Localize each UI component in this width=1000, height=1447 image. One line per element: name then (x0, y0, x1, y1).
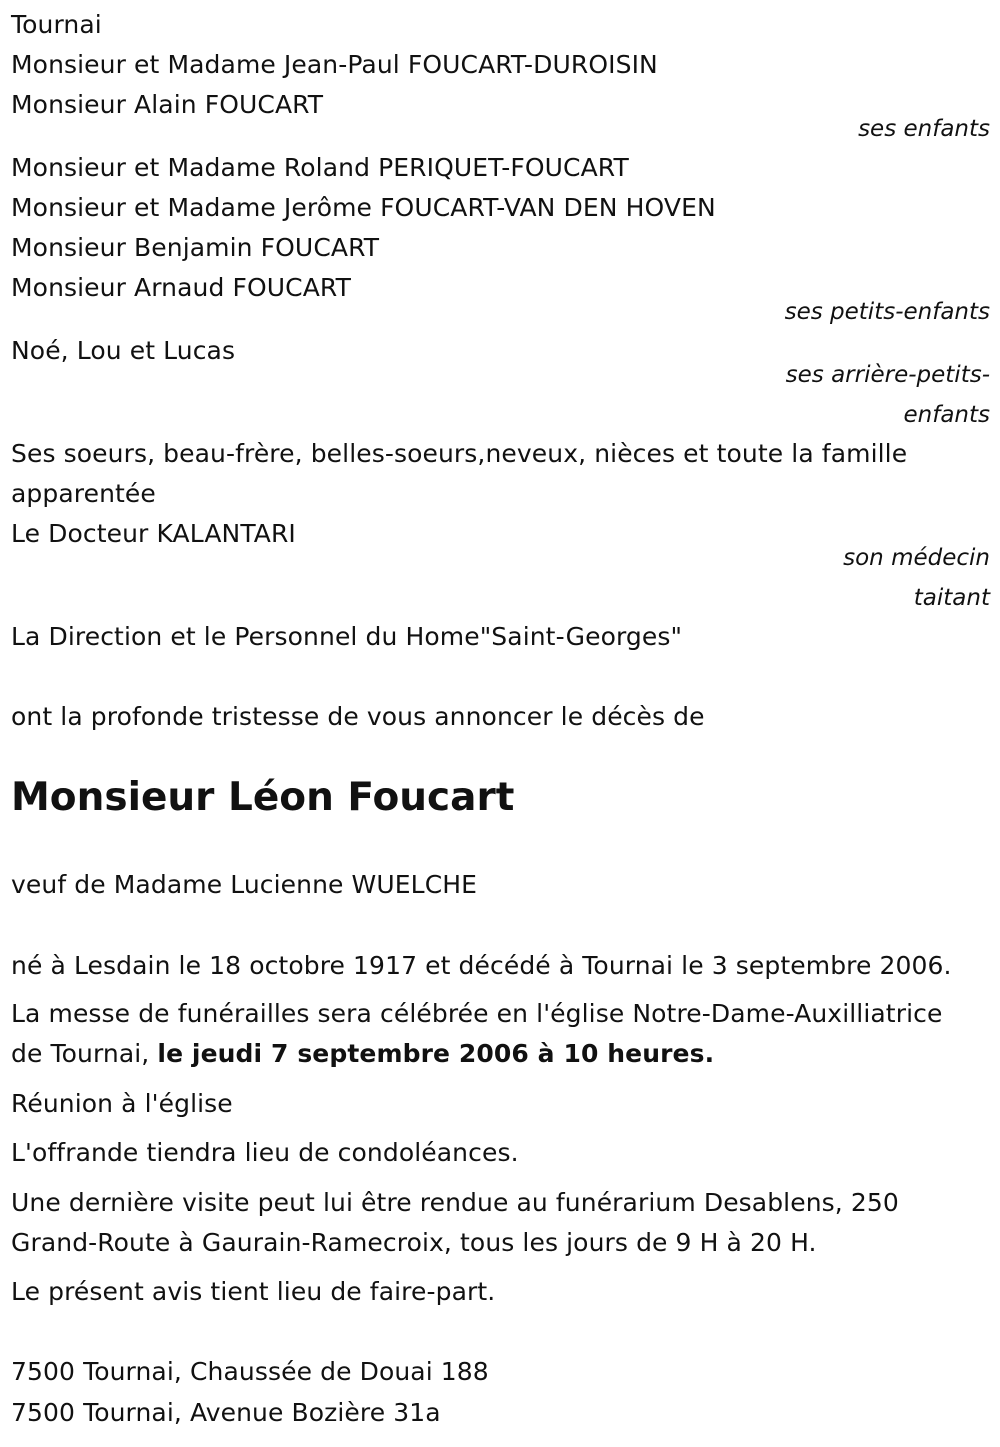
grandchild-line: Monsieur Arnaud FOUCART (11, 273, 351, 302)
visit-line: Une dernière visite peut lui être rendue au funérarium Desablens, 250 (11, 1188, 899, 1217)
funeral-place: de Tournai, (11, 1039, 158, 1068)
funeral-date: le jeudi 7 septembre 2006 à 10 heures. (157, 1039, 715, 1068)
great-grandchildren: Noé, Lou et Lucas (11, 336, 236, 365)
widower-of: veuf de Madame Lucienne WUELCHE (11, 870, 478, 899)
address-line: 7500 Tournai, Chaussée de Douai 188 (11, 1357, 489, 1386)
grandchild-line: Monsieur et Madame Roland PERIQUET-FOUCART (11, 153, 629, 182)
deceased-name: Monsieur Léon Foucart (11, 775, 515, 820)
address-line: 7500 Tournai, Avenue Bozière 31a (11, 1398, 441, 1427)
funeral-mass-line: La messe de funérailles sera célébrée en l'église Notre-Dame-Auxilliatrice (11, 999, 943, 1028)
doctor-role: son médecin (843, 545, 990, 571)
city: Tournai (11, 10, 102, 39)
birth-death: né à Lesdain le 18 octobre 1917 et décédé à Tournai le 3 septembre 2006. (11, 951, 952, 980)
doctor: Le Docteur KALANTARI (11, 519, 296, 548)
great-grandchildren-role-cont: enfants (903, 402, 990, 428)
relatives-line: apparentée (11, 479, 156, 508)
offering-note: L'offrande tiendra lieu de condoléances. (11, 1138, 519, 1167)
funeral-mass-line (11, 1034, 714, 1074)
visit-line: Grand-Route à Gaurain-Ramecroix, tous les jours de 9 H à 20 H. (11, 1228, 817, 1257)
meeting-note: Réunion à l'église (11, 1089, 233, 1118)
announcement-intro: ont la profonde tristesse de vous annoncer le décès de (11, 702, 705, 731)
child-line: Monsieur Alain FOUCART (11, 90, 324, 119)
relatives-line: Ses soeurs, beau-frère, belles-soeurs,neveux, nièces et toute la famille (11, 439, 908, 468)
child-line: Monsieur et Madame Jean-Paul FOUCART-DUROISIN (11, 50, 658, 79)
doctor-role-cont: taitant (913, 585, 990, 611)
grandchildren-role: ses petits-enfants (784, 299, 990, 325)
notice-note: Le présent avis tient lieu de faire-part. (11, 1277, 496, 1306)
grandchild-line: Monsieur Benjamin FOUCART (11, 233, 380, 262)
children-role: ses enfants (858, 116, 990, 142)
great-grandchildren-role: ses arrière-petits- (785, 362, 990, 388)
grandchild-line: Monsieur et Madame Jerôme FOUCART-VAN DEN HOVEN (11, 193, 716, 222)
home-staff: La Direction et le Personnel du Home"Saint-Georges" (11, 622, 683, 651)
